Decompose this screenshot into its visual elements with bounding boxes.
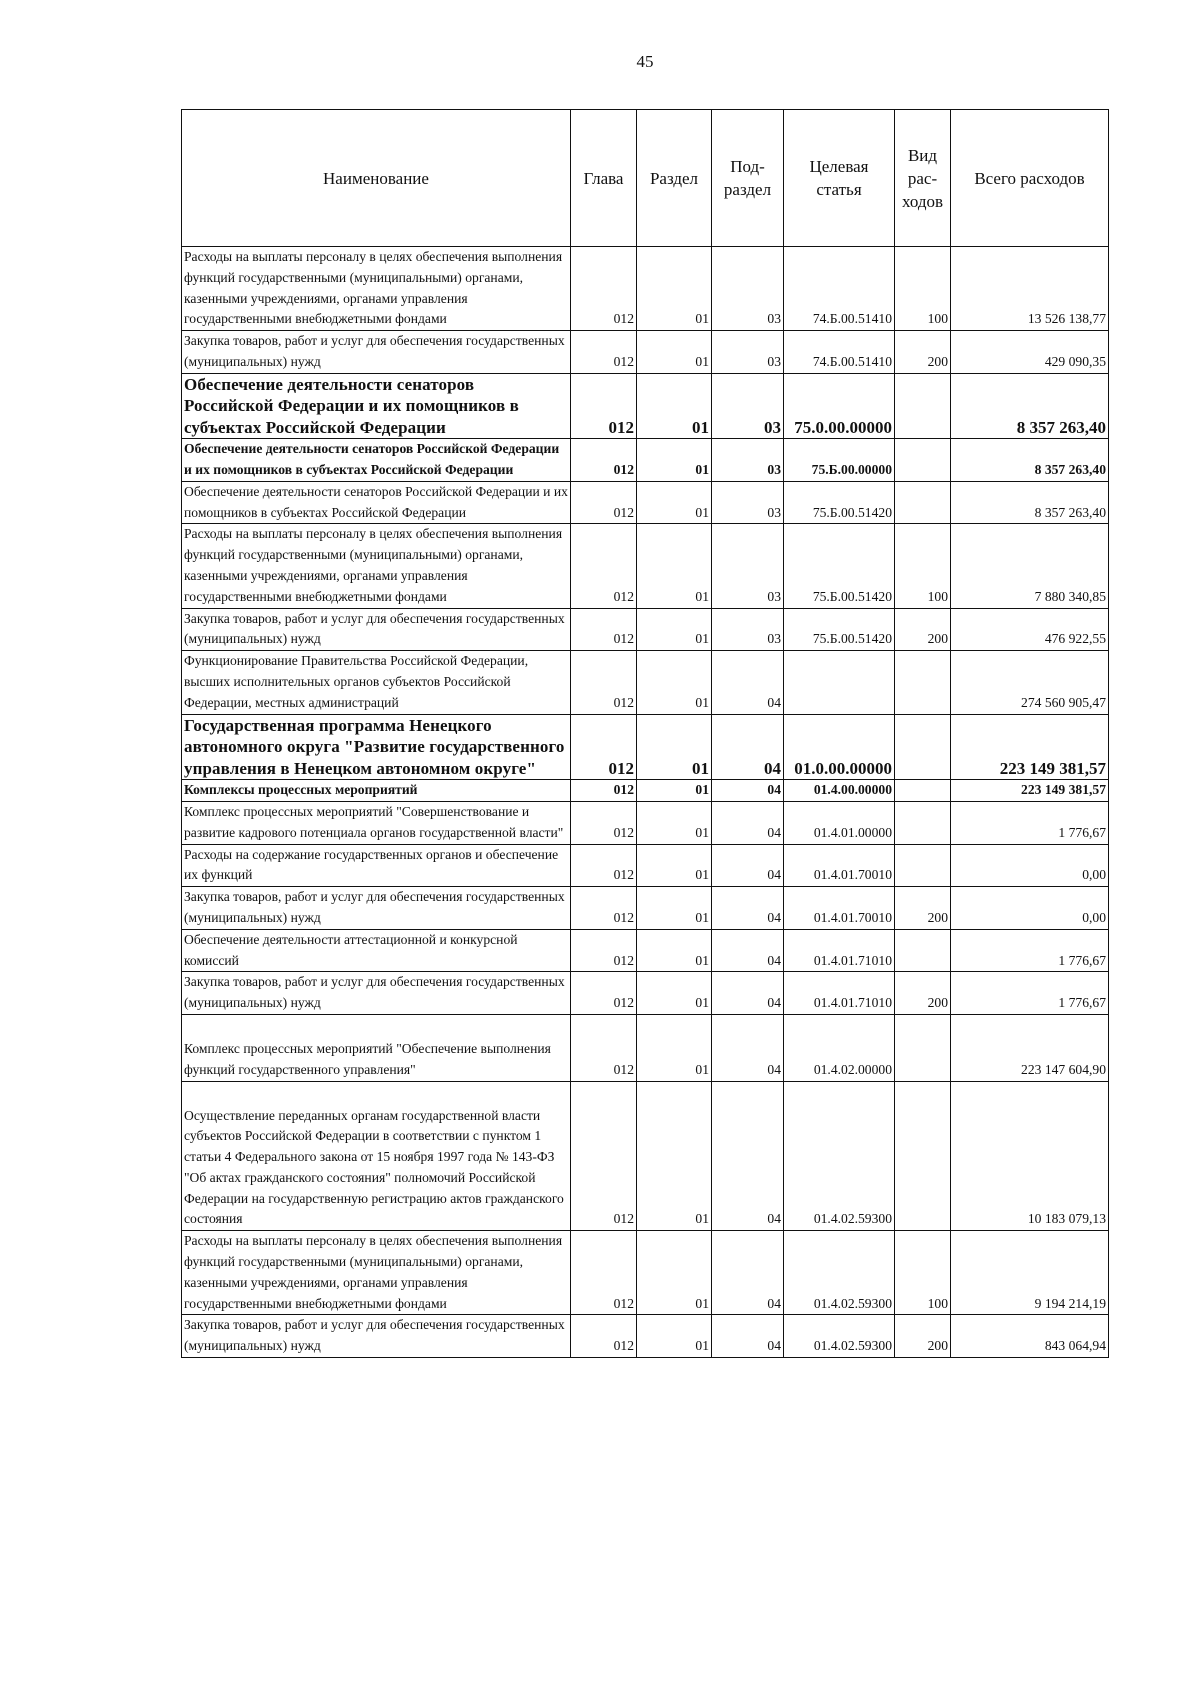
table-row	[182, 1014, 1109, 1081]
row-target-article: 75.Б.00.51420	[784, 524, 895, 608]
row-subsection: 04	[712, 929, 784, 972]
row-name: Функционирование Правительства Российской Федерации, высших исполнительных органов субъектов Российской Федерации, местных администраций	[182, 651, 571, 714]
table-row	[182, 844, 1109, 887]
row-chapter: 012	[571, 801, 637, 844]
row-name: Закупка товаров, работ и услуг для обеспечения государственных (муниципальных) нужд	[182, 972, 571, 1015]
row-expense-type: 100	[895, 247, 951, 331]
row-total: 274 560 905,47	[951, 651, 1109, 714]
row-name: Осуществление переданных органам государственной власти субъектов Российской Федерации в соответствии с пунктом 1 статьи 4 Федерального закона от 15 ноября 1997 года № 143-ФЗ "Об актах гражданского состояния" полномочий Российской Федерации на государственную регистрацию актов гражданского состояния	[182, 1081, 571, 1231]
col-header-target-label: Целевая статья	[809, 157, 869, 199]
row-target-article: 01.4.01.70010	[784, 887, 895, 930]
row-expense-type	[895, 714, 951, 780]
row-expense-type: 200	[895, 608, 951, 651]
table-row	[182, 780, 1109, 802]
row-section: 01	[637, 651, 712, 714]
row-name: Закупка товаров, работ и услуг для обеспечения государственных (муниципальных) нужд	[182, 1315, 571, 1358]
row-subsection: 04	[712, 1014, 784, 1081]
row-section: 01	[637, 524, 712, 608]
row-total: 8 357 263,40	[951, 373, 1109, 439]
row-total: 843 064,94	[951, 1315, 1109, 1358]
row-target-article	[784, 651, 895, 714]
row-section: 01	[637, 929, 712, 972]
row-expense-type: 200	[895, 887, 951, 930]
row-name: Комплексы процессных мероприятий	[182, 780, 571, 802]
row-target-article: 01.4.01.71010	[784, 929, 895, 972]
row-total: 9 194 214,19	[951, 1231, 1109, 1315]
row-expense-type	[895, 1081, 951, 1231]
row-subsection: 04	[712, 651, 784, 714]
row-section: 01	[637, 1081, 712, 1231]
row-expense-type	[895, 1014, 951, 1081]
row-subsection: 03	[712, 247, 784, 331]
row-chapter: 012	[571, 1315, 637, 1358]
table-row	[182, 481, 1109, 524]
table-row	[182, 373, 1109, 439]
row-subsection: 04	[712, 1231, 784, 1315]
table-row	[182, 331, 1109, 374]
row-total: 8 357 263,40	[951, 439, 1109, 482]
row-subsection: 03	[712, 608, 784, 651]
row-section: 01	[637, 608, 712, 651]
row-subsection: 03	[712, 481, 784, 524]
row-chapter: 012	[571, 608, 637, 651]
row-target-article: 01.0.00.00000	[784, 714, 895, 780]
row-section: 01	[637, 714, 712, 780]
row-subsection: 04	[712, 887, 784, 930]
row-target-article: 75.0.00.00000	[784, 373, 895, 439]
row-target-article: 01.4.00.00000	[784, 780, 895, 802]
row-name: Расходы на содержание государственных органов и обеспечение их функций	[182, 844, 571, 887]
table-row	[182, 1231, 1109, 1315]
row-subsection: 04	[712, 844, 784, 887]
row-chapter: 012	[571, 1014, 637, 1081]
row-target-article: 74.Б.00.51410	[784, 331, 895, 374]
row-expense-type	[895, 780, 951, 802]
row-target-article: 74.Б.00.51410	[784, 247, 895, 331]
row-subsection: 03	[712, 439, 784, 482]
col-header-subsection-label: Под- раздел	[723, 157, 772, 199]
row-chapter: 012	[571, 1231, 637, 1315]
row-target-article: 75.Б.00.00000	[784, 439, 895, 482]
row-name: Закупка товаров, работ и услуг для обеспечения государственных (муниципальных) нужд	[182, 887, 571, 930]
row-target-article: 01.4.01.70010	[784, 844, 895, 887]
row-chapter: 012	[571, 972, 637, 1015]
table-row	[182, 887, 1109, 930]
row-section: 01	[637, 1231, 712, 1315]
row-name: Комплекс процессных мероприятий "Обеспечение выполнения функций государственного управления"	[182, 1014, 571, 1081]
row-expense-type	[895, 481, 951, 524]
row-total: 429 090,35	[951, 331, 1109, 374]
row-subsection: 04	[712, 714, 784, 780]
row-expense-type	[895, 929, 951, 972]
table-row	[182, 714, 1109, 780]
row-subsection: 04	[712, 801, 784, 844]
row-chapter: 012	[571, 714, 637, 780]
row-name: Закупка товаров, работ и услуг для обеспечения государственных (муниципальных) нужд	[182, 331, 571, 374]
row-name: Расходы на выплаты персоналу в целях обеспечения выполнения функций государственными (муниципальными) органами, казенными учреждениями, органами управления государственными внебюджетными фондами	[182, 247, 571, 331]
row-name: Обеспечение деятельности сенаторов Российской Федерации и их помощников в субъектах Российской Федерации	[182, 373, 571, 439]
table-header-row	[182, 110, 1109, 247]
row-expense-type: 100	[895, 524, 951, 608]
col-header-total: Всего расходов	[951, 110, 1109, 247]
row-section: 01	[637, 780, 712, 802]
row-section: 01	[637, 844, 712, 887]
row-section: 01	[637, 887, 712, 930]
row-section: 01	[637, 331, 712, 374]
row-chapter: 012	[571, 481, 637, 524]
row-total: 0,00	[951, 887, 1109, 930]
row-total: 13 526 138,77	[951, 247, 1109, 331]
row-section: 01	[637, 373, 712, 439]
row-subsection: 03	[712, 373, 784, 439]
col-header-expense-type	[895, 110, 951, 247]
row-name: Расходы на выплаты персоналу в целях обеспечения выполнения функций государственными (муниципальными) органами, казенными учреждениями, органами управления государственными внебюджетными фондами	[182, 524, 571, 608]
row-name: Обеспечение деятельности сенаторов Российской Федерации и их помощников в субъектах Российской Федерации	[182, 439, 571, 482]
row-chapter: 012	[571, 247, 637, 331]
table-row	[182, 524, 1109, 608]
row-total: 223 149 381,57	[951, 780, 1109, 802]
row-total: 8 357 263,40	[951, 481, 1109, 524]
table-row	[182, 651, 1109, 714]
row-section: 01	[637, 439, 712, 482]
table-row	[182, 1315, 1109, 1358]
row-expense-type	[895, 844, 951, 887]
row-section: 01	[637, 972, 712, 1015]
row-total: 1 776,67	[951, 801, 1109, 844]
row-target-article: 75.Б.00.51420	[784, 608, 895, 651]
page-number: 45	[636, 52, 654, 71]
col-header-type-label: Вид рас- ходов	[901, 145, 944, 211]
row-name: Комплекс процессных мероприятий "Совершенствование и развитие кадрового потенциала органов государственной власти"	[182, 801, 571, 844]
row-expense-type: 200	[895, 331, 951, 374]
table-row	[182, 801, 1109, 844]
row-subsection: 03	[712, 524, 784, 608]
row-section: 01	[637, 247, 712, 331]
row-section: 01	[637, 1315, 712, 1358]
row-subsection: 03	[712, 331, 784, 374]
budget-table	[181, 109, 1109, 1358]
table-row	[182, 439, 1109, 482]
row-chapter: 012	[571, 844, 637, 887]
row-chapter: 012	[571, 439, 637, 482]
row-subsection: 04	[712, 780, 784, 802]
table-row	[182, 1081, 1109, 1231]
table-row	[182, 247, 1109, 331]
row-target-article: 01.4.02.59300	[784, 1231, 895, 1315]
row-section: 01	[637, 801, 712, 844]
row-name: Расходы на выплаты персоналу в целях обеспечения выполнения функций государственными (муниципальными) органами, казенными учреждениями, органами управления государственными внебюджетными фондами	[182, 1231, 571, 1315]
row-target-article: 01.4.01.00000	[784, 801, 895, 844]
row-total: 1 776,67	[951, 929, 1109, 972]
row-name: Закупка товаров, работ и услуг для обеспечения государственных (муниципальных) нужд	[182, 608, 571, 651]
col-header-section: Раздел	[637, 110, 712, 247]
row-chapter: 012	[571, 524, 637, 608]
col-header-target-article	[784, 110, 895, 247]
row-expense-type: 100	[895, 1231, 951, 1315]
row-total: 1 776,67	[951, 972, 1109, 1015]
row-chapter: 012	[571, 780, 637, 802]
row-total: 10 183 079,13	[951, 1081, 1109, 1231]
row-chapter: 012	[571, 1081, 637, 1231]
col-header-chapter: Глава	[571, 110, 637, 247]
row-expense-type: 200	[895, 972, 951, 1015]
row-chapter: 012	[571, 651, 637, 714]
row-target-article: 01.4.02.00000	[784, 1014, 895, 1081]
table-row	[182, 972, 1109, 1015]
row-target-article: 01.4.02.59300	[784, 1081, 895, 1231]
col-header-subsection	[712, 110, 784, 247]
row-expense-type	[895, 373, 951, 439]
row-total: 476 922,55	[951, 608, 1109, 651]
row-name: Обеспечение деятельности аттестационной и конкурсной комиссий	[182, 929, 571, 972]
row-subsection: 04	[712, 1315, 784, 1358]
row-total: 223 147 604,90	[951, 1014, 1109, 1081]
table-row	[182, 608, 1109, 651]
row-subsection: 04	[712, 972, 784, 1015]
row-subsection: 04	[712, 1081, 784, 1231]
row-chapter: 012	[571, 331, 637, 374]
row-target-article: 01.4.01.71010	[784, 972, 895, 1015]
row-section: 01	[637, 1014, 712, 1081]
row-name: Обеспечение деятельности сенаторов Российской Федерации и их помощников в субъектах Российской Федерации	[182, 481, 571, 524]
row-total: 7 880 340,85	[951, 524, 1109, 608]
row-total: 0,00	[951, 844, 1109, 887]
row-name: Государственная программа Ненецкого автономного округа "Развитие государственного управления в Ненецком автономном округе"	[182, 714, 571, 780]
row-expense-type	[895, 439, 951, 482]
row-expense-type	[895, 801, 951, 844]
col-header-name: Наименование	[182, 110, 571, 247]
row-chapter: 012	[571, 929, 637, 972]
row-total: 223 149 381,57	[951, 714, 1109, 780]
row-chapter: 012	[571, 887, 637, 930]
row-section: 01	[637, 481, 712, 524]
row-target-article: 75.Б.00.51420	[784, 481, 895, 524]
row-target-article: 01.4.02.59300	[784, 1315, 895, 1358]
row-expense-type	[895, 651, 951, 714]
row-chapter: 012	[571, 373, 637, 439]
row-expense-type: 200	[895, 1315, 951, 1358]
table-row	[182, 929, 1109, 972]
